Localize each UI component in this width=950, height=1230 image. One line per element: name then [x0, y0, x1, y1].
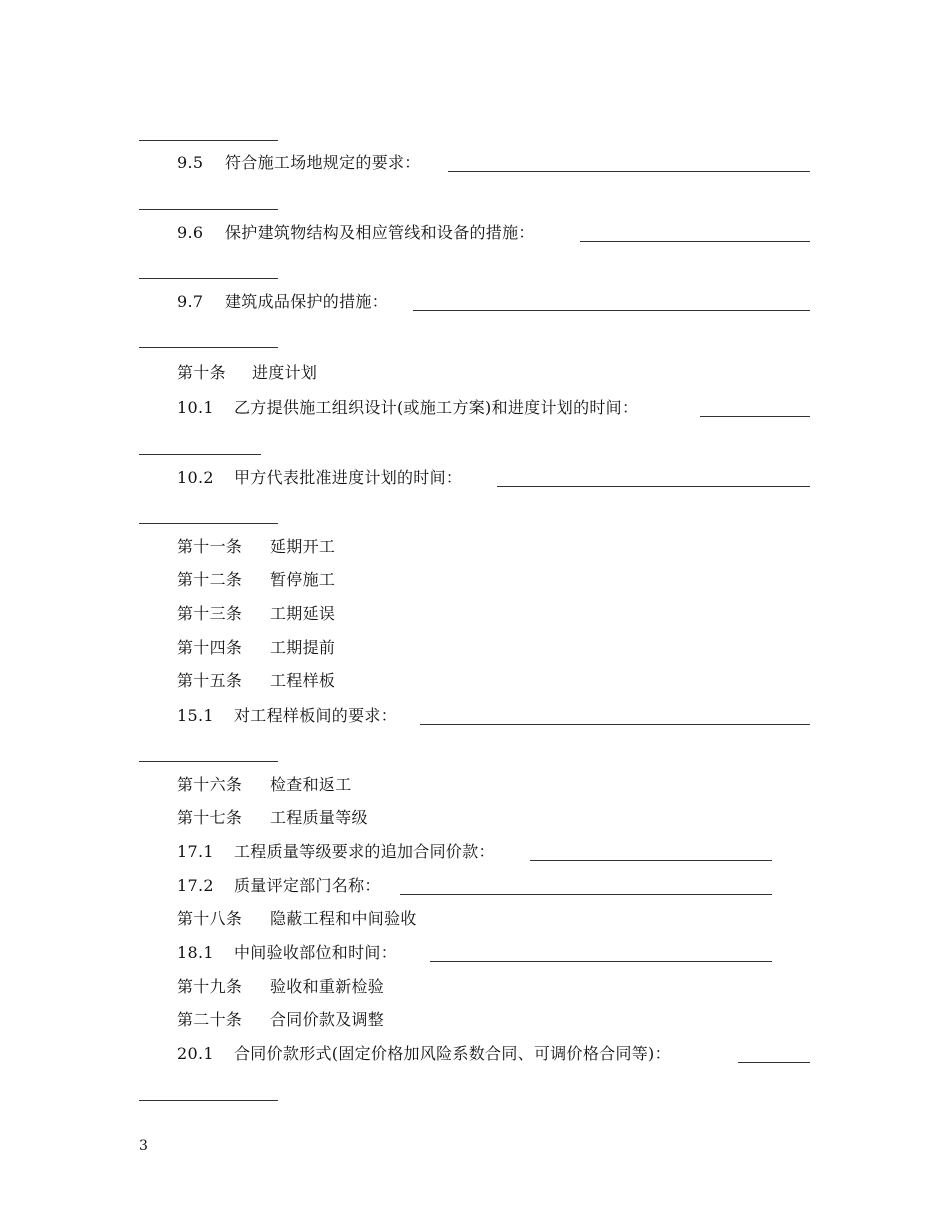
clause-title: 甲方代表批准进度计划的时间： [234, 468, 463, 487]
article-title: 工期提前 [270, 638, 336, 657]
article-title: 工程质量等级 [270, 808, 368, 827]
article-number: 第十五条 [177, 671, 243, 690]
article-18-heading [0, 907, 950, 931]
clause-number: 9.5 [177, 153, 204, 172]
fill-in-blank [580, 241, 810, 242]
article-number: 第十七条 [177, 808, 243, 827]
clause-title: 保护建筑物结构及相应管线和设备的措施： [225, 223, 535, 242]
clause-title: 质量评定部门名称： [234, 876, 381, 895]
continuation-blank-line [0, 1080, 950, 1104]
continuation-blank-line [0, 258, 950, 282]
article-title: 检查和返工 [270, 775, 352, 794]
clause-20-1 [0, 1042, 950, 1066]
clause-number: 10.1 [177, 398, 214, 417]
fill-in-blank [497, 486, 810, 487]
fill-in-blank [448, 171, 810, 172]
fill-in-blank [700, 416, 810, 417]
blank-underline [139, 454, 261, 455]
blank-underline [139, 209, 278, 210]
clause-number: 9.6 [177, 223, 204, 242]
continuation-blank-line [0, 120, 950, 144]
clause-number: 9.7 [177, 292, 204, 311]
article-12-heading [0, 568, 950, 592]
clause-number: 18.1 [177, 943, 214, 962]
clause-15-1 [0, 704, 950, 728]
clause-10-1 [0, 396, 950, 420]
clause-title: 工程质量等级要求的追加合同价款： [234, 842, 495, 861]
article-17-heading [0, 806, 950, 830]
clause-title: 乙方提供施工组织设计(或施工方案)和进度计划的时间： [234, 398, 639, 417]
article-number: 第十八条 [177, 909, 243, 928]
article-title: 工期延误 [270, 604, 336, 623]
continuation-blank-line [0, 741, 950, 765]
blank-underline [139, 1100, 278, 1101]
article-title: 暂停施工 [270, 570, 336, 589]
article-number: 第十九条 [177, 977, 243, 996]
article-number: 第十三条 [177, 604, 243, 623]
article-19-heading [0, 975, 950, 999]
continuation-blank-line [0, 503, 950, 527]
fill-in-blank [430, 961, 772, 962]
clause-title: 中间验收部位和时间： [234, 943, 398, 962]
clause-number: 15.1 [177, 706, 214, 725]
blank-underline [139, 761, 278, 762]
fill-in-blank [738, 1062, 810, 1063]
article-number: 第二十条 [177, 1010, 243, 1029]
article-11-heading [0, 535, 950, 559]
clause-17-1 [0, 840, 950, 864]
clause-10-2 [0, 466, 950, 490]
fill-in-blank [413, 310, 810, 311]
clause-17-2 [0, 874, 950, 898]
clause-9-6 [0, 221, 950, 245]
fill-in-blank [420, 724, 810, 725]
article-title: 合同价款及调整 [270, 1010, 385, 1029]
continuation-blank-line [0, 327, 950, 351]
blank-underline [139, 140, 278, 141]
blank-underline [139, 523, 278, 524]
article-13-heading [0, 602, 950, 626]
clause-18-1 [0, 941, 950, 965]
article-title: 进度计划 [252, 363, 318, 382]
article-title: 工程样板 [270, 671, 336, 690]
article-title: 隐蔽工程和中间验收 [270, 909, 417, 928]
article-number: 第十六条 [177, 775, 243, 794]
article-16-heading [0, 773, 950, 797]
clause-9-7 [0, 290, 950, 314]
article-20-heading [0, 1008, 950, 1032]
clause-9-5 [0, 151, 950, 175]
article-number: 第十二条 [177, 570, 243, 589]
fill-in-blank [530, 860, 772, 861]
article-15-heading [0, 669, 950, 693]
continuation-blank-line [0, 189, 950, 213]
blank-underline [139, 347, 278, 348]
clause-title: 对工程样板间的要求： [234, 706, 398, 725]
article-14-heading [0, 636, 950, 660]
clause-number: 17.2 [177, 876, 214, 895]
clause-number: 10.2 [177, 468, 214, 487]
continuation-blank-line [0, 434, 950, 458]
article-number: 第十一条 [177, 537, 243, 556]
clause-title: 符合施工场地规定的要求： [225, 153, 421, 172]
clause-title: 合同价款形式(固定价格加风险系数合同、可调价格合同等)： [234, 1044, 671, 1063]
article-title: 验收和重新检验 [270, 977, 385, 996]
article-title: 延期开工 [270, 537, 336, 556]
clause-number: 17.1 [177, 842, 214, 861]
blank-underline [139, 278, 278, 279]
fill-in-blank [400, 894, 772, 895]
article-number: 第十条 [177, 363, 226, 382]
article-10-heading [0, 361, 950, 385]
page-number: 3 [139, 1138, 148, 1154]
clause-number: 20.1 [177, 1044, 214, 1063]
clause-title: 建筑成品保护的措施： [225, 292, 389, 311]
article-number: 第十四条 [177, 638, 243, 657]
